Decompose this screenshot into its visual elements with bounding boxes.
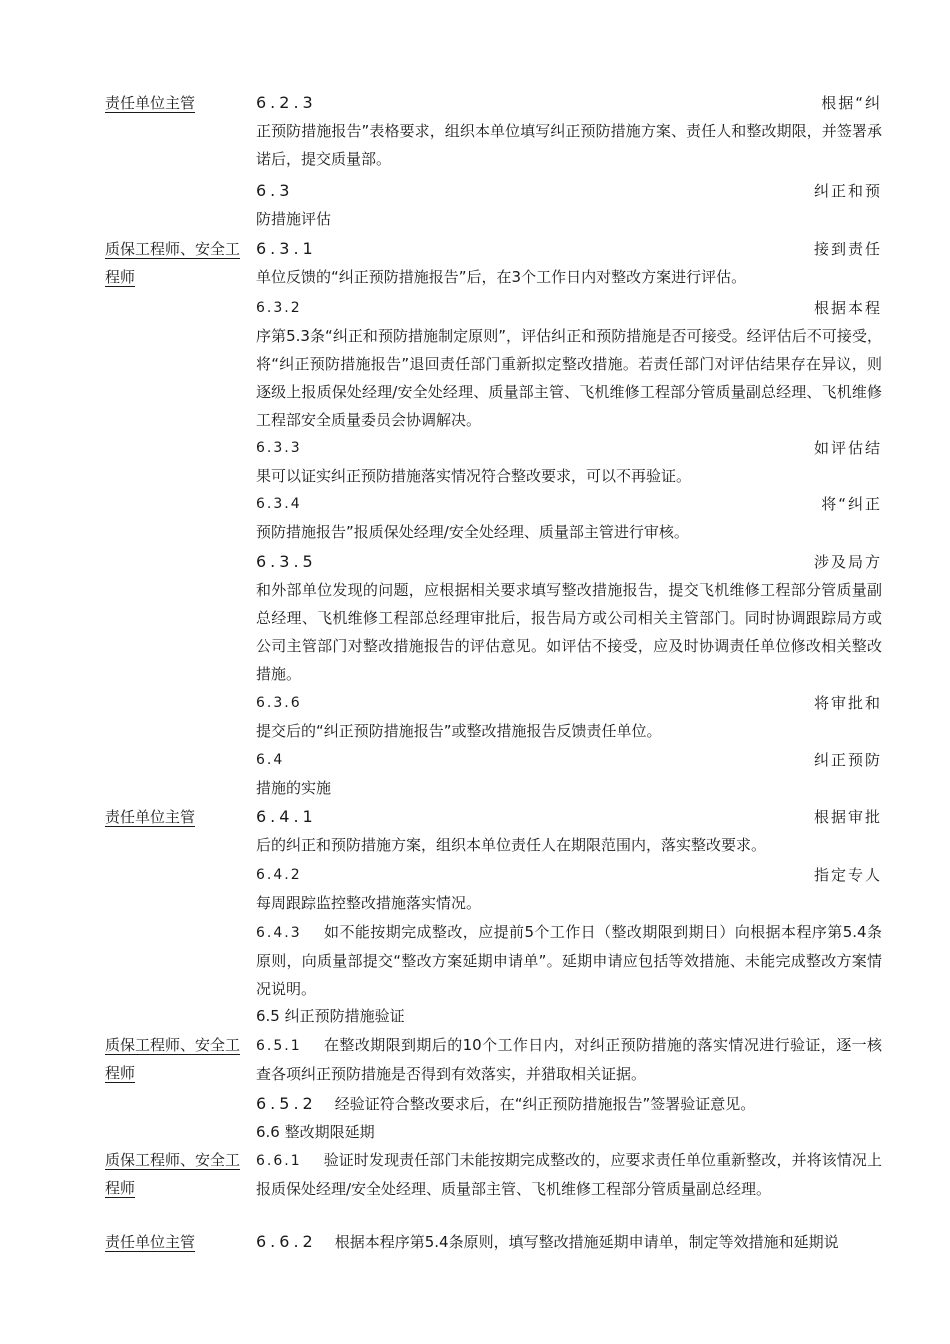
section-6-6-1 (256, 1146, 882, 1203)
role-label: 质保工程师、安全工程师 (105, 1036, 241, 1082)
section-6-3-5 (256, 548, 882, 688)
role-label: 责任单位主管 (105, 94, 196, 112)
section-6-3 (256, 177, 882, 233)
section-text: 每周跟踪监控整改措施落实情况。 (256, 894, 482, 912)
section-text: 预防措施报告”报质保处经理/安全处经理、质量部主管进行审核。 (256, 523, 689, 541)
role-label: 责任单位主管 (105, 808, 196, 826)
section-number: 6.4.2 (256, 867, 302, 883)
section-6-3-6 (256, 689, 882, 745)
section-text: 单位反馈的“纠正预防措施报告”后，在3个工作日内对整改方案进行评估。 (256, 268, 747, 286)
section-6-4 (256, 746, 882, 802)
section-6-5-1 (256, 1031, 882, 1088)
section-6-3-4 (256, 490, 882, 546)
section-6-4-2 (256, 861, 882, 917)
section-number: 6.3 (256, 181, 294, 200)
section-lead: 纠正和预 (813, 182, 882, 200)
section-text: 提交后的“纠正预防措施报告”或整改措施报告反馈责任单位。 (256, 722, 662, 740)
section-number: 6.6.2 (256, 1232, 317, 1251)
section-lead: 涉及局方 (813, 553, 882, 571)
section-lead: 将审批和 (813, 694, 882, 712)
section-text: 根据本程序第5.4条原则，填写整改措施延期申请单，制定等效措施和延期说 (334, 1233, 839, 1251)
section-text: 如不能按期完成整改，应提前5个工作日（整改期限到期日）向根据本程序第5.4条原则，向质量部提交“整改方案延期申请单”。延期申请应包括等效措施、未能完成整改方案情况说明。 (256, 923, 882, 998)
section-6-4-1 (256, 803, 882, 859)
section-number: 6.3.5 (256, 552, 317, 571)
section-lead: 根据审批 (813, 808, 882, 826)
section-number: 6.3.1 (256, 239, 317, 258)
role-label: 责任单位主管 (105, 1233, 196, 1251)
section-lead: 指定专人 (813, 866, 882, 884)
section-title: 6.6 整改期限延期 (256, 1123, 375, 1141)
section-6-3-1 (256, 235, 882, 291)
section-number: 6.3.6 (256, 695, 302, 711)
section-number: 6.5.2 (256, 1094, 317, 1113)
section-text: 经验证符合整改要求后，在“纠正预防措施报告”签署验证意见。 (334, 1095, 756, 1113)
section-number: 6.2.3 (256, 93, 317, 112)
section-6-6-2 (256, 1228, 882, 1256)
section-6-4-3 (256, 918, 882, 1003)
section-text: 果可以证实纠正预防措施落实情况符合整改要求，可以不再验证。 (256, 467, 692, 485)
section-text: 在整改期限到期后的10个工作日内，对纠正预防措施的落实情况进行验证，逐一核查各项纠正预防措施是否得到有效落实，并猎取相关证据。 (256, 1036, 882, 1083)
section-6-3-2 (256, 294, 882, 434)
section-number: 6.4 (256, 752, 285, 768)
section-title: 6.5 纠正预防措施验证 (256, 1007, 405, 1025)
section-number: 6.4.1 (256, 807, 317, 826)
section-number: 6.5.1 (256, 1038, 302, 1054)
section-number: 6.3.2 (256, 300, 302, 316)
role-label: 质保工程师、安全工程师 (105, 240, 241, 286)
section-text: 措施的实施 (256, 779, 332, 797)
role-label: 质保工程师、安全工程师 (105, 1151, 241, 1197)
section-number: 6.4.3 (256, 925, 302, 941)
section-lead: 将“纠正 (821, 495, 882, 513)
section-6-3-3 (256, 434, 882, 490)
section-6-2-3 (256, 89, 882, 173)
section-number: 6.3.3 (256, 440, 302, 456)
section-lead: 接到责任 (813, 240, 882, 258)
section-lead: 根据“纠 (821, 94, 882, 112)
section-lead: 如评估结 (813, 439, 882, 457)
section-lead: 纠正预防 (813, 751, 882, 769)
section-text: 后的纠正和预防措施方案，组织本单位责任人在期限范围内，落实整改要求。 (256, 836, 767, 854)
section-lead: 根据本程 (813, 299, 882, 317)
section-text: 和外部单位发现的问题，应根据相关要求填写整改措施报告，提交飞机维修工程部分管质量副总经理、飞机维修工程部总经理审批后，报告局方或公司相关主管部门。同时协调跟踪局方或公司主管部门对整改措施报告的评估意见。如评估不接受，应及时协调责任单位修改相关整改措施。 (256, 581, 882, 683)
section-text: 序第5.3条“纠正和预防措施制定原则”，评估纠正和预防措施是否可接受。经评估后不可接受，将“纠正预防措施报告”退回责任部门重新拟定整改措施。若责任部门对评估结果存在异议，则逐级上报质保处经理/安全处经理、质量部主管、飞机维修工程部分管质量副总经理、飞机维修工程部安全质量委员会协调解决。 (256, 327, 882, 429)
section-text: 正预防措施报告”表格要求，组织本单位填写纠正预防措施方案、责任人和整改期限，并签署承诺后，提交质量部。 (256, 122, 882, 168)
section-number: 6.6.1 (256, 1153, 302, 1169)
section-number: 6.3.4 (256, 496, 302, 512)
section-text: 防措施评估 (256, 210, 332, 228)
section-text: 验证时发现责任部门未能按期完成整改的，应要求责任单位重新整改，并将该情况上报质保处经理/安全处经理、质量部主管、飞机维修工程部分管质量副总经理。 (256, 1151, 882, 1198)
section-6-5-2 (256, 1090, 882, 1118)
